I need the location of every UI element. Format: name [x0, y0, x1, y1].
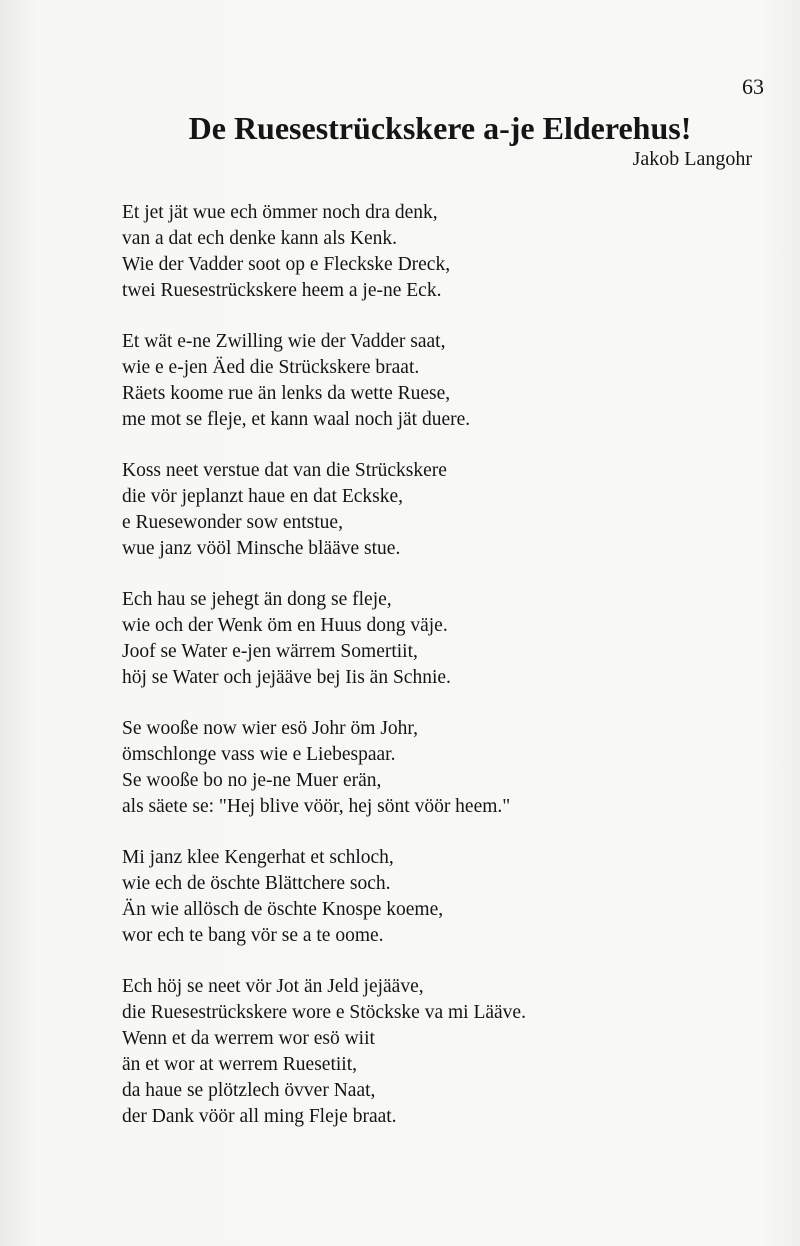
poem-line: als säete se: "Hej blive vöör, hej sönt vöör heem.": [122, 796, 511, 817]
poem-line: Se wooße now wier esö Johr öm Johr,: [122, 718, 419, 739]
poem-line: wor ech te bang vör se a te oome.: [122, 925, 384, 946]
stanza-5: [122, 716, 762, 820]
poem-line: Wie der Vadder soot op e Fleckske Dreck,: [122, 254, 451, 275]
poem-line: twei Ruesestrückskere heem a je-ne Eck.: [122, 280, 442, 301]
poem-line: Mi janz klee Kengerhat et schloch,: [122, 847, 394, 868]
stanza-3: [122, 458, 762, 562]
page-number: 63: [742, 74, 764, 99]
poem-line: wie ech de öschte Blättchere soch.: [122, 873, 391, 894]
poem-line: Koss neet verstue dat van die Strückskere: [122, 460, 447, 481]
poem-line: der Dank vöör all ming Fleje braat.: [122, 1106, 397, 1127]
stanza-2: [122, 329, 762, 433]
poem-line: me mot se fleje, et kann waal noch jät duere.: [122, 409, 471, 430]
poem-line: Räets koome rue än lenks da wette Ruese,: [122, 383, 451, 404]
poem-line: wue janz vööl Minsche blääve stue.: [122, 538, 401, 559]
poem-title: De Ruesestrückskere a-je Elderehus!: [188, 110, 692, 146]
poem-line: Ech hau se jehegt än dong se fleje,: [122, 589, 392, 610]
stanza-6: [122, 845, 762, 949]
stanza-1: [122, 200, 762, 304]
poem-line: wie och der Wenk öm en Huus dong väje.: [122, 615, 448, 636]
poem-line: Joof se Water e-jen wärrem Somertiit,: [122, 641, 418, 662]
stanza-4: [122, 587, 762, 691]
poem-line: da haue se plötzlech övver Naat,: [122, 1080, 376, 1101]
poem-line: van a dat ech denke kann als Kenk.: [122, 228, 398, 249]
poem-line: höj se Water och jejääve bej Iis än Schnie.: [122, 667, 451, 688]
poem-line: Ech höj se neet vör Jot än Jeld jejääve,: [122, 976, 424, 997]
stanza-7: [122, 974, 762, 1130]
poem-line: Än wie allösch de öschte Knospe koeme,: [122, 899, 444, 920]
poem-line: Wenn et da werrem wor esö wiit: [122, 1028, 375, 1049]
poem-body: [122, 200, 762, 1155]
poem-line: än et wor at werrem Ruesetiit,: [122, 1054, 357, 1075]
poem-line: ömschlonge vass wie e Liebespaar.: [122, 744, 396, 765]
poem-line: Se wooße bo no je-ne Muer erän,: [122, 770, 382, 791]
poem-author: Jakob Langohr: [632, 148, 752, 170]
poem-line: die vör jeplanzt haue en dat Eckske,: [122, 486, 404, 507]
poem-line: wie e e-jen Äed die Strückskere braat.: [122, 357, 420, 378]
poem-line: Et jet jät wue ech ömmer noch dra denk,: [122, 202, 438, 223]
poem-line: Et wät e-ne Zwilling wie der Vadder saat,: [122, 331, 446, 352]
poem-line: e Ruesewonder sow entstue,: [122, 512, 343, 533]
poem-line: die Ruesestrückskere wore e Stöckske va mi Lääve.: [122, 1002, 526, 1023]
